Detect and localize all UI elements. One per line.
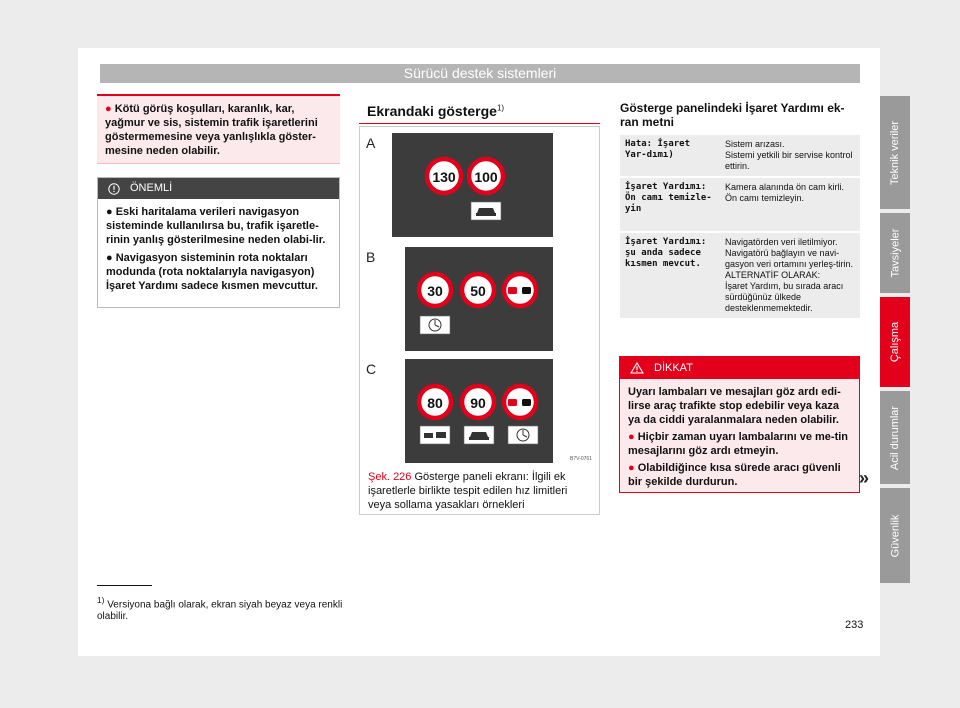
dashboard-display-illustration [360,127,599,467]
speed-sign [462,386,494,418]
svg-text:50: 50 [470,283,486,299]
wet-road-plate-icon [471,202,501,220]
trailer-plate-icon [420,426,450,444]
speed-sign [419,386,451,418]
speed-sign [419,274,451,306]
tab-guvenlik[interactable]: Güvenlik [880,488,910,583]
no-overtaking-sign-icon [504,386,536,418]
caption-text: Gösterge paneli ekranı: İlgili ek işaretlerle birlikte tespit edilen hız limitleri veya sollama yasakları örnekleri [368,471,568,511]
footnote-rule [97,585,152,586]
table-section-title: Gösterge panelindeki İşaret Yardımı ek-ran metni [620,101,845,129]
svg-text:100: 100 [474,169,498,185]
svg-text:30: 30 [427,283,443,299]
footnote-marker: 1) [97,595,105,605]
tab-acil-durumlar[interactable]: Acil durumlar [880,391,910,484]
footnote-text: Versiyona bağlı olarak, ekran siyah beyaz veya renkli olabilir. [97,599,343,623]
figure-caption [368,470,593,512]
notice-body [98,199,339,303]
warning-box [619,356,860,493]
caption-ref: Şek. 226 [368,471,412,483]
time-limit-plate-icon [420,316,450,334]
figure-code: B7V-0761 [570,456,592,462]
panel-label-a: A [366,135,376,151]
table-row [620,232,860,318]
no-overtaking-sign-icon [504,274,536,306]
info-icon [108,183,120,195]
notice-box [97,177,340,308]
message-desc: Kamera alanında ön cam kirli. Ön camı temizleyin. [720,177,860,232]
notice-header [98,178,339,199]
notice-title: ÖNEMLİ [130,182,173,194]
speed-sign [427,159,461,193]
page-number: 233 [845,619,864,631]
warning-item: ● Olabildiğince kısa sürede aracı güvenli bir şekilde durdurun. [628,462,841,488]
bullet-text: Kötü görüş koşulları, karanlık, kar, yağmur ve sis, sistemin trafik işaretlerini göstermemesine veya yanlışlıkla göster-mesine neden olabilir. [105,103,318,157]
message-code: İşaret Yardımı: şu anda sadece kısmen mevcut. [620,232,720,318]
notice-item: ● Eski haritalama verileri navigasyon sisteminde kullanılırsa bu, trafik işaretle-rinin yanlış gösterilmesine neden olabi-lir. [106,206,326,246]
continue-marker: » [859,468,870,488]
warning-item: ● Hiçbir zaman uyarı lambalarını ve me-tin mesajlarını göz ardı etmeyin. [628,431,849,457]
page-header: Sürücü destek sistemleri [100,64,860,83]
table-row [620,177,860,232]
title-rule [359,123,600,124]
warning-title: DİKKAT [654,362,693,374]
svg-text:80: 80 [427,395,443,411]
tab-tavsiyeler[interactable]: Tavsiyeler [880,213,910,293]
tab-teknik-veriler[interactable]: Teknik veriler [880,96,910,209]
wet-road-plate-icon [464,426,494,444]
message-table [620,135,860,318]
warning-intro: Uyarı lambaları ve mesajları göz ardı edi-lirse araç trafikte stop edebilir veya kaza ya da ciddi yaralanmalara neden olabilir. [628,386,841,426]
svg-text:90: 90 [470,395,486,411]
table-row [620,135,860,177]
footnote [97,594,357,623]
panel-label-b: B [366,249,376,265]
time-limit-plate-icon [508,426,538,444]
tab-calisma[interactable]: Çalışma [880,297,910,387]
message-desc: Sistem arızası. Sistemi yetkili bir servise kontrol ettirin. [725,139,853,171]
panel-label-c: C [366,361,377,377]
footnote-ref: 1) [496,103,505,113]
figure-226 [359,126,600,515]
bullet-box [97,94,340,164]
svg-text:130: 130 [432,169,456,185]
bullet-dot: ● [105,103,112,115]
warning-triangle-icon [630,362,644,374]
message-desc: Navigatörden veri iletilmiyor. Navigatörü bağlayın ve navi-gasyon veri ortamını yerleş-tirin. ALTERNATİF OLARAK: İşaret Yardım, bu sırada aracı sürdüğünüz ülkede desteklenmemektedir. [720,232,860,318]
message-code: Hata: İşaret Yar-dımı) [625,139,691,160]
figure-section-title: Ekrandaki gösterge$^{1)}$ [367,103,505,119]
notice-item: ● Navigasyon sisteminin rota noktaları modunda (rota noktalarıyla navigasyon) İşaret Yardımı sadece kısmen mevcuttur. [106,252,318,292]
warning-body [620,379,859,498]
speed-sign [462,274,494,306]
message-code: İşaret Yardımı: Ön camı temizle-yin [620,177,720,232]
speed-sign [469,159,503,193]
warning-header [620,357,859,379]
